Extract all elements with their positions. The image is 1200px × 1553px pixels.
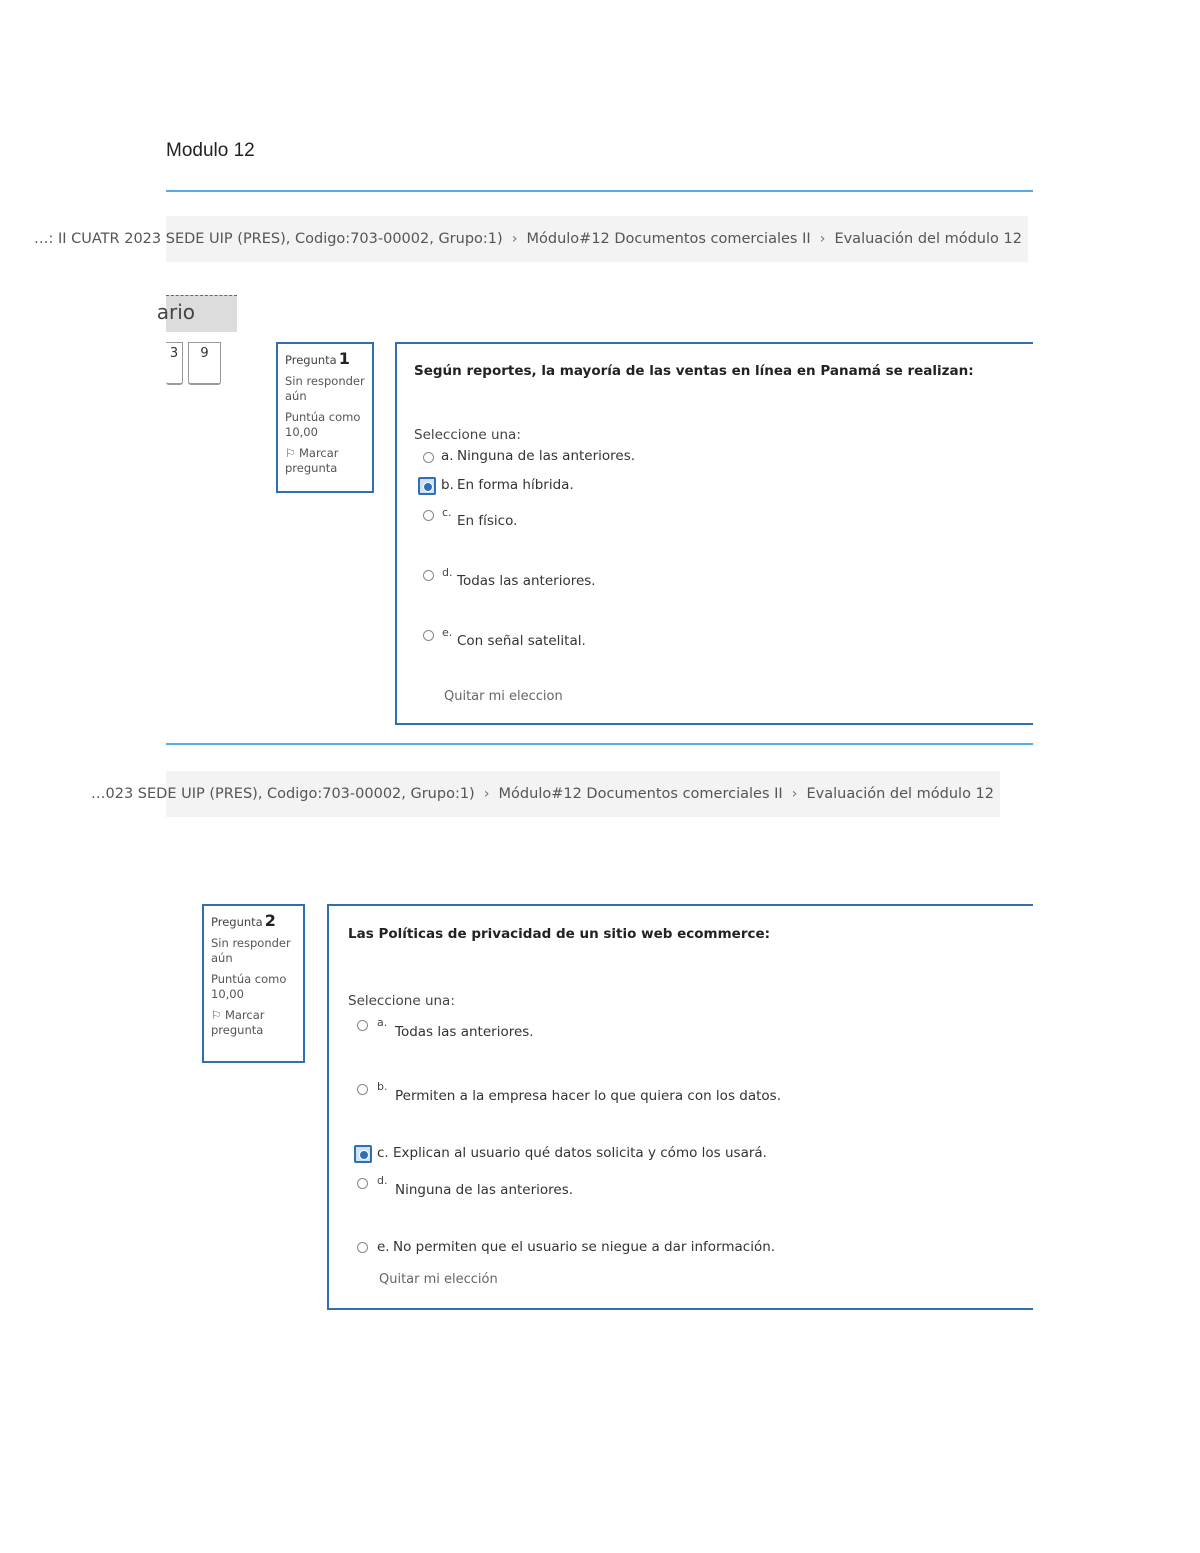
question-number: Pregunta 2 (211, 911, 276, 930)
chevron-right-icon: › (791, 786, 798, 802)
clear-choice-link[interactable]: Quitar mi elección (379, 1272, 498, 1287)
option-letter: b. (441, 477, 454, 493)
chevron-right-icon: › (819, 231, 826, 247)
option-label: Permiten a la empresa hacer lo que quiera con los datos. (395, 1088, 781, 1104)
question-box (395, 342, 1033, 725)
option-label: Explican al usuario qué datos solicita y cómo los usará. (393, 1145, 767, 1161)
divider (166, 743, 1033, 745)
radio-button[interactable] (357, 1020, 368, 1031)
option-letter: e. (377, 1239, 390, 1255)
question-info (276, 342, 374, 493)
breadcrumb-course[interactable]: …023 SEDE UIP (PRES), Codigo:703-00002, Grupo:1) (91, 786, 475, 802)
breadcrumb (91, 771, 1000, 817)
question-status: Sin responder aún (285, 374, 365, 403)
option-letter: d. (377, 1174, 388, 1187)
question-text: Las Políticas de privacidad de un sitio web ecommerce: (348, 926, 771, 942)
flag-icon: ⚐ (211, 1008, 225, 1022)
breadcrumb-module[interactable]: Módulo#12 Documentos comerciales II (498, 786, 783, 802)
quiz-nav-button-3[interactable]: 3 (166, 342, 183, 385)
option-label: En forma híbrida. (457, 477, 574, 493)
option-letter: e. (442, 626, 453, 639)
flag-question[interactable]: ⚐ Marcar pregunta (285, 446, 339, 475)
option-label: Ninguna de las anteriores. (395, 1182, 574, 1198)
radio-button[interactable] (357, 1178, 368, 1189)
radio-button[interactable] (423, 630, 434, 641)
radio-button-selected[interactable] (354, 1145, 372, 1163)
radio-button[interactable] (423, 570, 434, 581)
option-label: Todas las anteriores. (395, 1024, 534, 1040)
option-label: Ninguna de las anteriores. (457, 448, 636, 464)
option-letter: a. (377, 1016, 388, 1029)
radio-button-selected[interactable] (418, 477, 436, 495)
quiz-navigation-title: ario (156, 300, 195, 324)
option-letter: c. (377, 1145, 389, 1161)
option-label: Con señal satelital. (457, 633, 586, 649)
radio-button[interactable] (357, 1084, 368, 1095)
breadcrumb-evaluation[interactable]: Evaluación del módulo 12 (834, 231, 1022, 247)
option-label: Todas las anteriores. (457, 573, 596, 589)
option-letter: c. (442, 506, 452, 519)
quiz-navigation-header (156, 295, 237, 332)
flag-icon: ⚐ (285, 446, 299, 460)
breadcrumb-evaluation[interactable]: Evaluación del módulo 12 (806, 786, 995, 802)
select-prompt: Seleccione una: (414, 427, 521, 443)
question-score: Puntúa como 10,00 (285, 410, 361, 439)
breadcrumb (34, 216, 1028, 262)
flag-question[interactable]: ⚐ Marcar pregunta (211, 1008, 265, 1037)
option-letter: d. (442, 566, 453, 579)
breadcrumb-course[interactable]: …: II CUATR 2023 SEDE UIP (PRES), Codigo:703-00002, Grupo:1) (34, 231, 503, 247)
radio-button[interactable] (357, 1242, 368, 1253)
question-score: Puntúa como 10,00 (211, 972, 287, 1001)
option-letter: b. (377, 1080, 388, 1093)
radio-button[interactable] (423, 510, 434, 521)
question-status: Sin responder aún (211, 936, 291, 965)
select-prompt: Seleccione una: (348, 993, 455, 1009)
option-label: En físico. (457, 513, 518, 529)
breadcrumb-module[interactable]: Módulo#12 Documentos comerciales II (526, 231, 811, 247)
clear-choice-link[interactable]: Quitar mi eleccion (444, 689, 563, 704)
chevron-right-icon: › (483, 786, 490, 802)
chevron-right-icon: › (511, 231, 518, 247)
option-label: No permiten que el usuario se niegue a dar información. (393, 1239, 776, 1255)
option-letter: a. (441, 448, 454, 464)
question-number: Pregunta 1 (285, 349, 350, 368)
quiz-nav-button-9[interactable]: 9 (188, 342, 221, 385)
question-info (202, 904, 305, 1063)
divider (166, 190, 1033, 192)
question-text: Según reportes, la mayoría de las ventas en línea en Panamá se realizan: (414, 363, 974, 379)
document-title: Modulo 12 (166, 140, 255, 161)
radio-button[interactable] (423, 452, 434, 463)
